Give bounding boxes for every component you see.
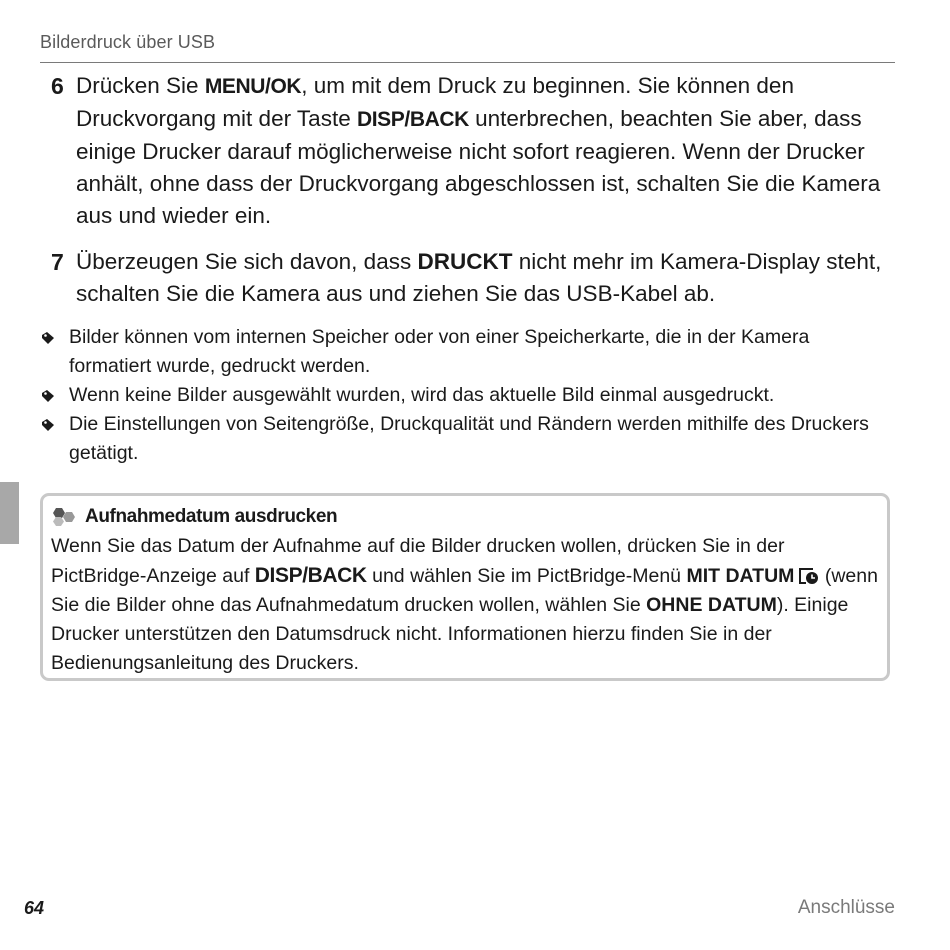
- header-rule: [40, 62, 895, 63]
- menu-mit-datum: MIT DATUM: [686, 565, 795, 587]
- tip-text: Wenn Sie das Datum der Aufnahme auf die Bilder drucken wollen, drücken Sie in der PictBridge-Anzeige auf: [51, 535, 785, 587]
- step-text: nicht mehr im Kamera-Display steht, schalten Sie die Kamera aus und ziehen Sie das USB-Kabel ab.: [76, 249, 882, 306]
- page-number: 64: [24, 898, 45, 918]
- step-number: 7: [51, 249, 64, 275]
- note-text: Bilder können vom internen Speicher oder von einer Speicherkarte, die in der Kamera formatiert wurde, gedruckt werden.: [69, 326, 810, 377]
- note-item: [40, 410, 890, 468]
- notes-list: [40, 323, 890, 468]
- running-header: Bilderdruck über USB: [40, 32, 216, 52]
- tip-box: [40, 493, 890, 681]
- status-druckt: DRUCKT: [417, 249, 513, 274]
- date-print-icon: [797, 565, 819, 585]
- key-menu-ok: MENU/OK: [204, 75, 302, 98]
- step-number: 6: [51, 73, 64, 99]
- note-icon: [41, 389, 55, 403]
- chapter-tab: [0, 482, 19, 544]
- step-text: unterbrechen, beachten Sie aber, dass einige Drucker darauf möglicherweise nicht sofort reagieren. Wenn der Drucker anhält, ohne dass der Druckvorgang abgeschlossen ist, schalten Sie die Kamera aus und wieder ein.: [76, 106, 881, 228]
- step-7: [51, 246, 886, 310]
- menu-ohne-datum: OHNE DATUM: [646, 594, 777, 616]
- tip-text: ). Einige Drucker unterstützen den Datumsdruck nicht. Informationen hierzu finden Sie in der Bedienungsanleitung des Druckers.: [51, 594, 849, 674]
- note-icon: [41, 331, 55, 345]
- key-disp-back: DISP/BACK: [356, 108, 469, 131]
- tip-text: (wenn Sie die Bilder ohne das Aufnahmedatum drucken wollen, wählen Sie: [51, 565, 878, 616]
- step-6: [51, 70, 886, 232]
- step-text: Überzeugen Sie sich davon, dass: [76, 249, 418, 274]
- tip-title-text: Aufnahmedatum ausdrucken: [85, 506, 338, 527]
- note-text: Wenn keine Bilder ausgewählt wurden, wird das aktuelle Bild einmal ausgedruckt.: [69, 384, 775, 406]
- tip-icon: [51, 506, 79, 528]
- step-text: , um mit dem Druck zu beginnen. Sie können den Druckvorgang mit der Taste: [76, 73, 794, 131]
- tip-text: und wählen Sie im PictBridge-Menü: [366, 565, 687, 587]
- note-text: Die Einstellungen von Seitengröße, Druckqualität und Rändern werden mithilfe des Druckers getätigt.: [69, 413, 869, 464]
- key-disp-back: DISP/BACK: [254, 564, 367, 587]
- note-item: [40, 381, 890, 410]
- note-icon: [41, 418, 55, 432]
- tip-body: [51, 532, 879, 678]
- section-name: Anschlüsse: [797, 897, 895, 918]
- tip-title: [51, 502, 879, 532]
- step-text: Drücken Sie: [76, 73, 205, 98]
- note-item: [40, 323, 890, 381]
